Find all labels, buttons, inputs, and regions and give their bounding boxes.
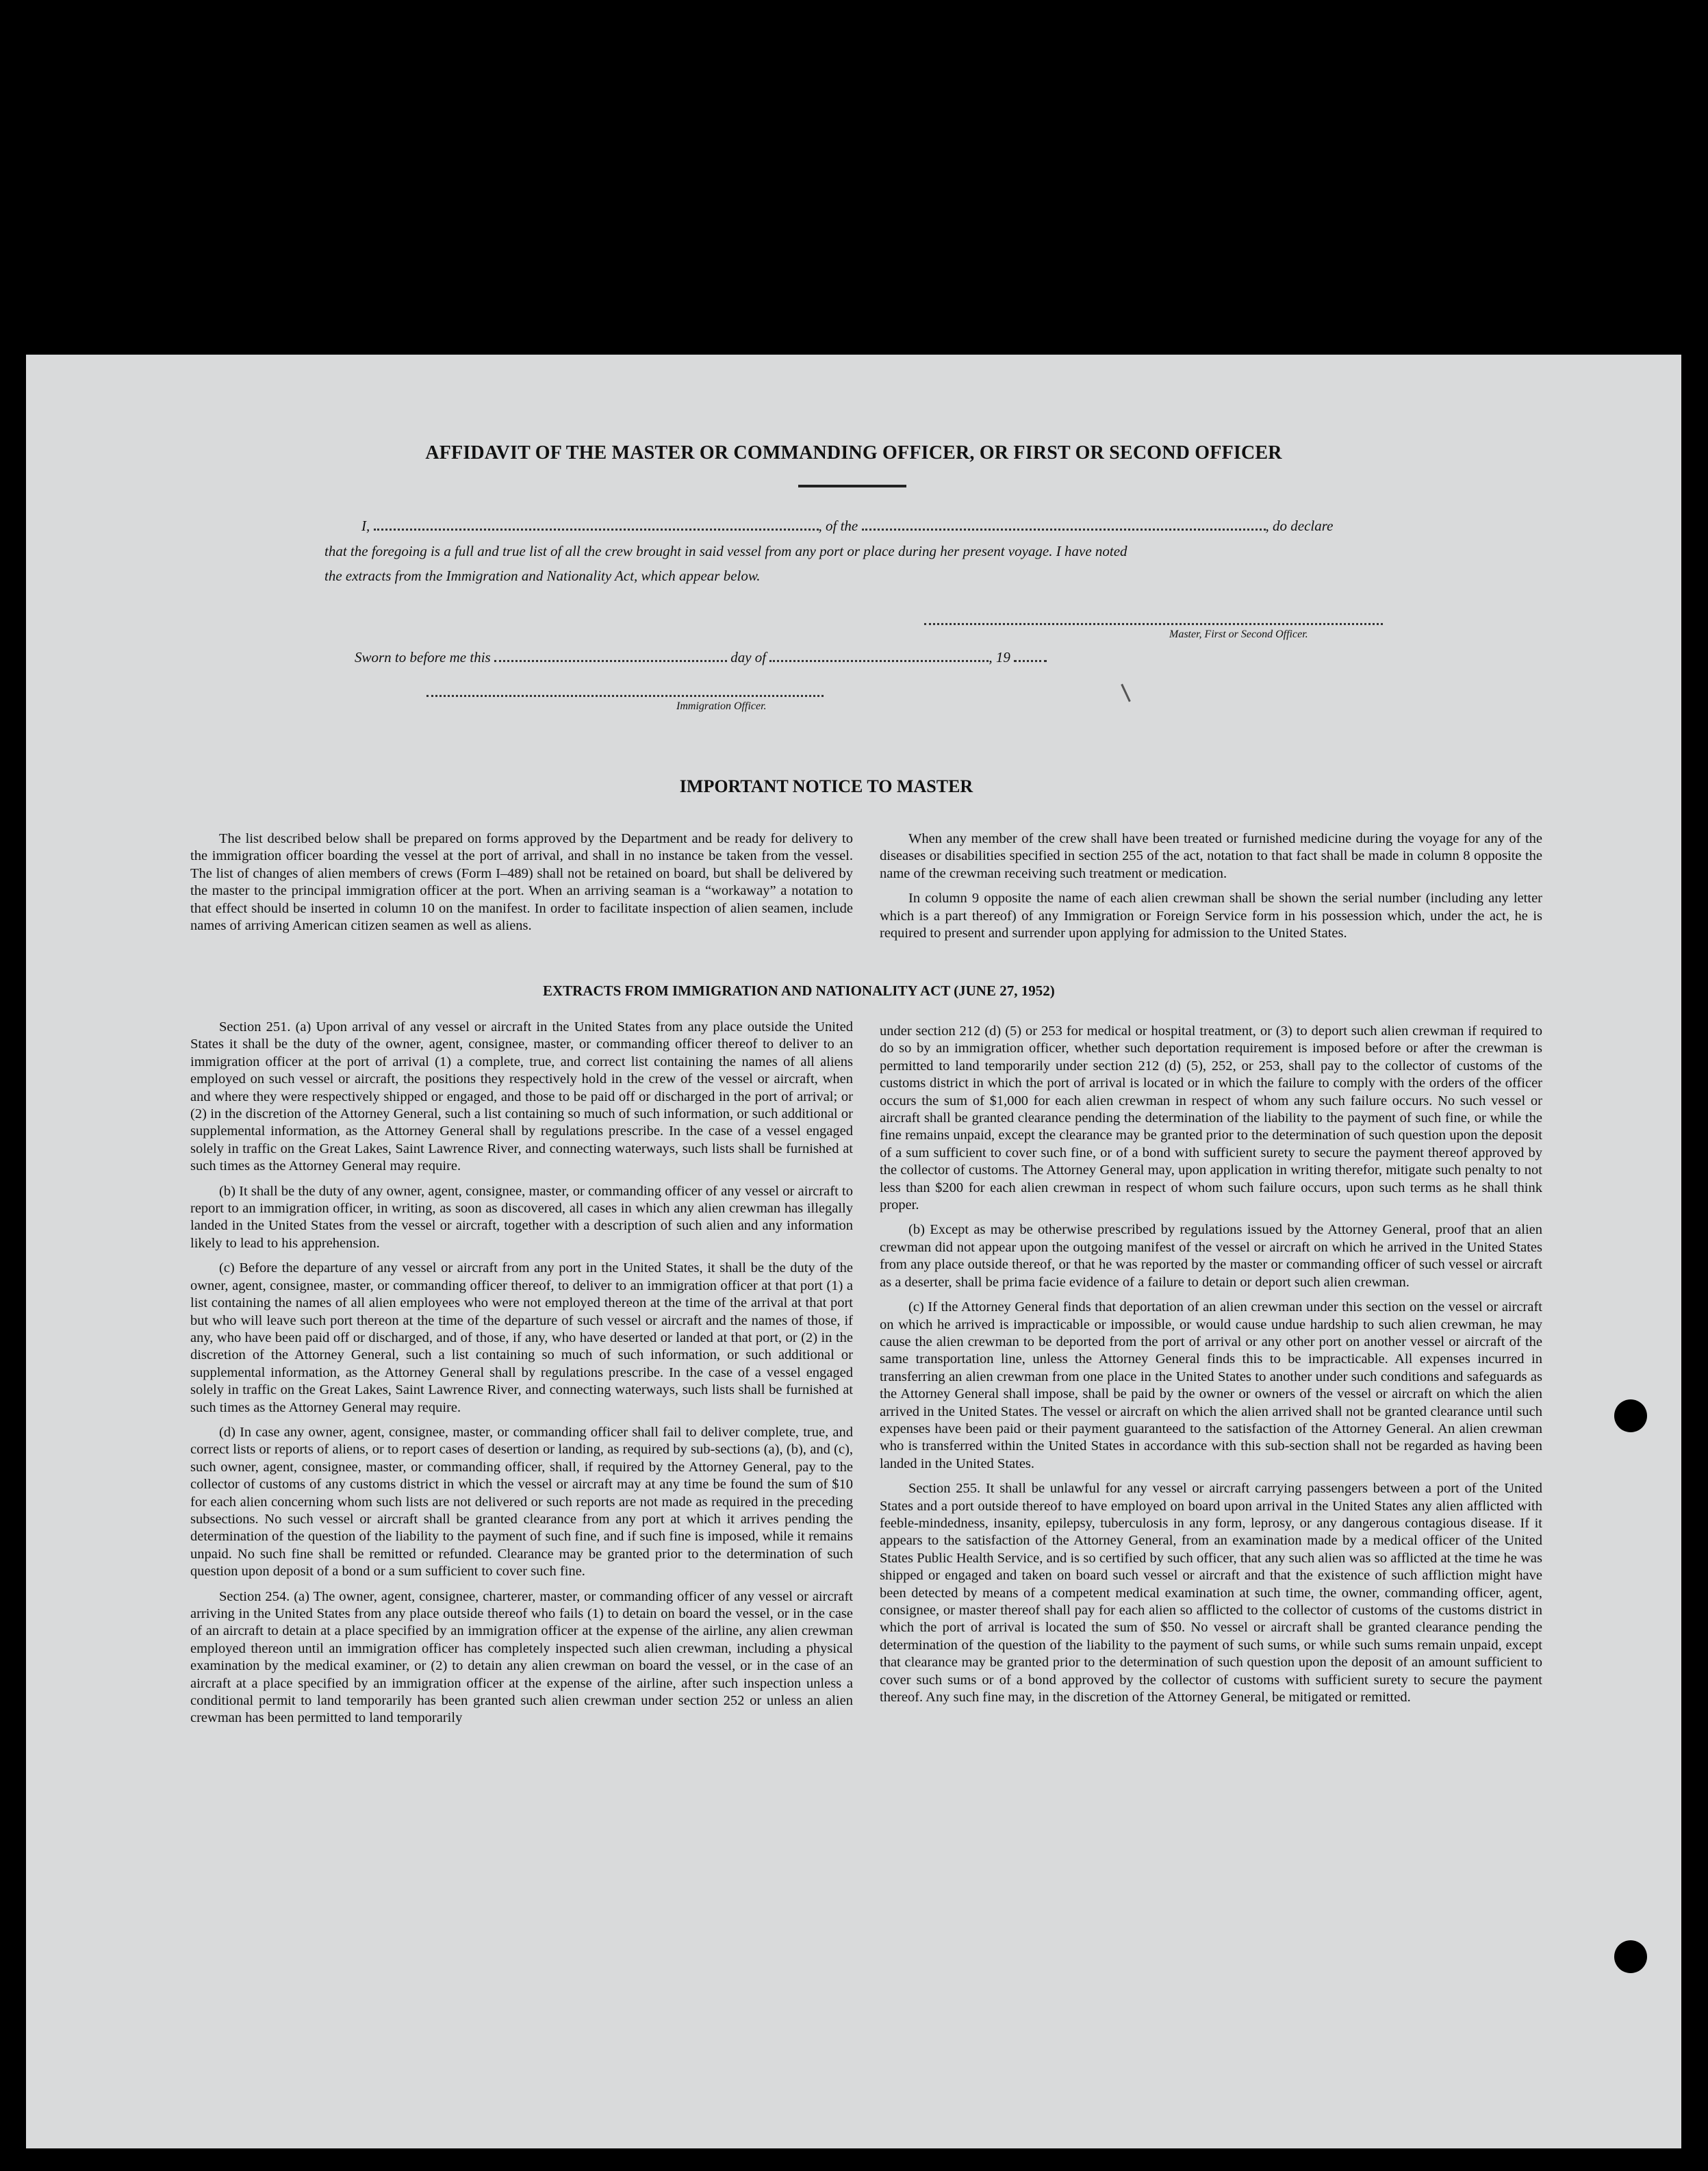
sworn-date-field[interactable] — [494, 660, 727, 662]
section-254-c: (c) If the Attorney General finds that deportation of an alien crewman under this section on the vessel or aircraft on which he arrived is impracticable or impossible, or would cause undue hardship to such alien crewman, he may cause the alien crewman to be deported from the port of arrival or any other port on another vessel or aircraft of the same transportation line, unless the Attorney General finds this to be impracticable. All expenses incurred in transferring an alien crewman from one place in the United States to another under such conditions and safeguards as the Attorney General shall impose, shall be paid by the owner or owners of the vessel or aircraft on which the alien arrived in the United States. The vessel or aircraft on which the alien arrived shall not be granted clearance until such expenses have been paid or their payment guaranteed to the satisfaction of the Attorney General. An alien crewman who is transferred within the United States in accordance with this sub-section shall not be regarded as having been landed in the United States. — [880, 1299, 1542, 1471]
section-251-a: Section 251. (a) Upon arrival of any vessel or aircraft in the United States from any place outside the United States it shall be the duty of the owner, agent, consignee, master, or commanding officer thereof to deliver to an immigration officer at the port of arrival (1) a complete, true, and correct list containing the names of all aliens employed on such vessel or aircraft, the positions they respectively hold in the crew of the vessel or aircraft, when and where they were respectively shipped or engaged, and those to be paid off or discharged in the port of arrival; or (2) in the discretion of the Attorney General, such a list containing so much of such information, or such additional or supplemental information, as the Attorney General shall by regulations prescribe. In the case of a vessel engaged solely in traffic on the Great Lakes, Saint Lawrence River, and connecting waterways, such lists shall be furnished at such times as the Attorney General may require. — [190, 1019, 853, 1174]
extracts-title: EXTRACTS FROM IMMIGRATION AND NATIONALITY ACT (JUNE 27, 1952) — [543, 982, 1055, 999]
notice-right-paragraph-2: In column 9 opposite the name of each alien crewman shall be shown the serial number (including any letter which is a part thereof) of any Immigration or Foreign Service form in his possession which, under the act, he is required to present and surrender upon applying for admission to the United States. — [880, 891, 1542, 941]
name-field[interactable] — [374, 529, 819, 531]
month-field[interactable] — [769, 660, 989, 662]
declaration-text-3: the extracts from the Immigration and Nationality Act, which appear below. — [324, 568, 761, 584]
sworn-label: Sworn to before me this — [355, 649, 491, 665]
notice-right-column — [880, 830, 1542, 950]
officer-signature-line[interactable] — [426, 695, 824, 697]
section-251-c: (c) Before the departure of any vessel or aircraft from any port in the United States, it shall be the duty of the owner, agent, consignee, master, or commanding officer thereof, to deliver to an immigration officer at that port (1) a list containing the names of all alien employees who were not employed thereon at the time of the arrival at that port but who will leave such port thereon at the time of the departure of such vessel or aircraft and the names of those, if any, who have been paid off or discharged, and of those, if any, who have deserted or landed at that port, or (2) in the discretion of the Attorney General, such a list containing so much of such information, or such additional or supplemental information, as the Attorney General shall by regulations prescribe. In the case of a vessel engaged solely in traffic on the Great Lakes, Saint Lawrence River, and connecting waterways, such lists shall be furnished at such times as the Attorney General may require. — [190, 1260, 853, 1415]
stray-mark — [1121, 684, 1131, 702]
section-254-a: Section 254. (a) The owner, agent, consignee, charterer, master, or commanding officer of any vessel or aircraft arriving in the United States from any place outside thereof who fails (1) to detain on board the vessel, or in the case of an aircraft to detain at a place specified by an immigration officer at the expense of the airline, any alien crewman employed thereon until an immigration officer has completely inspected such alien crewman, including a physical examination by the medical examiner, or (2) to detain any alien crewman on board the vessel, or in the case of an aircraft at a place specified by an immigration officer at the expense of the airline, after such inspection unless a conditional permit to land temporarily has been granted such alien crewman under section 252 or unless an alien crewman has been permitted to land temporarily — [190, 1588, 853, 1726]
affidavit-title: AFFIDAVIT OF THE MASTER OR COMMANDING OFFICER, OR FIRST OR SECOND OFFICER — [425, 442, 1282, 464]
year-label: , 19 — [989, 649, 1010, 665]
document-page — [26, 355, 1681, 2148]
vessel-field[interactable] — [862, 529, 1266, 531]
declaration-line — [361, 518, 1333, 535]
do-declare-label: , do declare — [1265, 518, 1334, 534]
notice-left-paragraph: The list described below shall be prepared on forms approved by the Department and be ready for delivery to the immigration officer boarding the vessel at the port of arrival, and shall in no instance be taken from the vessel. The list of changes of alien members of crews (Form I–489) shall not be retained on board, but shall be delivered by the master to the principal immigration officer at the port. When an arriving seaman is a “workaway” a notation to that effect should be inserted in column 10 on the manifest. In order to facilitate inspection of alien seamen, include names of arriving American citizen seamen as well as aliens. — [190, 831, 853, 934]
extracts-left-column — [190, 1019, 853, 1735]
declaration-text-2: that the foregoing is a full and true list of all the crew brought in said vessel from any port or place during her present voyage. I have noted — [324, 543, 1127, 559]
day-of-label: day of — [730, 649, 767, 665]
punch-hole-upper — [1614, 1399, 1647, 1432]
title-rule — [798, 485, 906, 487]
of-the-label: , of the — [818, 518, 858, 534]
section-251-d: (d) In case any owner, agent, consignee, master, or commanding officer shall fail to deliver complete, true, and correct lists or reports of aliens, or to report cases of desertion or landing, as required by sub-sections (a), (b), and (c), such owner, agent, consignee, master, or commanding officer, shall, if required by the Attorney General, pay to the collector of customs of any customs district in which the vessel or aircraft may at any time be found the sum of $10 for each alien concerning whom such lists are not delivered or such reports are not made as required in the preceding subsections. No such vessel or aircraft shall be granted clearance from any port at which it arrives pending the determination of the question of the liability to the payment of such fine, and if such fine is imposed, while it remains unpaid. No such fine shall be remitted or refunded. Clearance may be granted prior to the determination of such question upon deposit of a bond or a sum sufficient to cover such fine. — [190, 1424, 853, 1579]
sworn-line — [355, 649, 1047, 666]
notice-left-column — [190, 830, 853, 942]
section-254-a-continued: under section 212 (d) (5) or 253 for medical or hospital treatment, or (3) to deport such alien crewman if required to do so by an immigration officer, whether such deportation requirement is imposed before or after the crewman is permitted to land temporarily under section 212 (d) (5), 252, or 253, shall pay to the collector of customs of the customs district in which the port of arrival is located or in which the failure to comply with the orders of the officer occurs the sum of $1,000 for each alien crewman in respect of whom any such failure occurs. No such vessel or aircraft shall be granted clearance pending the determination of the liability to the payment of such fine, or while the fine remains unpaid, except the clearance may be granted prior to the determination of such question upon the deposit of a sum sufficient to cover such fine, or of a bond with sufficient surety to secure the payment thereof approved by the collector of customs. The Attorney General may, upon application in writing therefor, mitigate such penalty to not less than $200 for each alien crewman in respect of whom such failure occurs, upon such terms as he shall think proper. — [880, 1024, 1542, 1213]
punch-hole-lower — [1614, 1940, 1647, 1973]
section-251-b: (b) It shall be the duty of any owner, agent, consignee, master, or commanding officer of any vessel or aircraft to report to an immigration officer, in writing, as soon as discovered, all cases in which any alien crewman has illegally landed in the United States from the vessel or aircraft, together with a description of such alien and any information likely to lead to his apprehension. — [190, 1183, 853, 1251]
year-field[interactable] — [1014, 660, 1047, 662]
notice-right-paragraph-1: When any member of the crew shall have been treated or furnished medicine during the voyage for any of the diseases or disabilities specified in section 255 of the act, notation to that fact shall be made in column 8 opposite the name of the crewman receiving such treatment or medication. — [880, 831, 1542, 881]
master-caption: Master, First or Second Officer. — [1169, 629, 1308, 640]
extracts-right-column — [880, 1023, 1542, 1714]
master-signature-line[interactable] — [924, 623, 1383, 625]
section-255: Section 255. It shall be unlawful for any vessel or aircraft carrying passengers between a port of the United States and a port outside thereof to have employed on board upon arrival in the United States any alien afflicted with feeble-mindedness, insanity, epilepsy, tuberculosis in any form, leprosy, or any dangerous contagious disease. If it appears to the satisfaction of the Attorney General, from an examination made by a medical officer of the United States Public Health Service, and is so certified by such officer, that any such alien was so afflicted at the time he was shipped or engaged and taken on board such vessel or aircraft and that the existence of such affliction might have been detected by means of a competent medical examination at such time, the owner, commanding officer, agent, consignee, or master thereof shall pay for each alien so afflicted to the collector of customs of the customs district in which the port of arrival is located the sum of $50. No vessel or aircraft shall be granted clearance pending the determination of the question of the liability to the payment of such sums, or while such sums remain unpaid, except that clearance may be granted prior to the determination of such question upon the deposit of an amount sufficient to cover such sums or of a bond approved by the collector of customs with sufficient surety to secure the payment thereof. Any such fine may, in the discretion of the Attorney General, be mitigated or remitted. — [880, 1481, 1542, 1705]
section-254-b: (b) Except as may be otherwise prescribed by regulations issued by the Attorney General, proof that an alien crewman did not appear upon the outgoing manifest of the vessel or aircraft on which he arrived in the United States from any place outside thereof, or that he was reported by the master or commanding officer of such vessel or aircraft as a deserter, shall be prima facie evidence of a failure to detain or deport such alien crewman. — [880, 1222, 1542, 1290]
notice-title: IMPORTANT NOTICE TO MASTER — [679, 776, 973, 796]
officer-caption: Immigration Officer. — [676, 700, 767, 712]
i-label: I, — [361, 518, 370, 534]
